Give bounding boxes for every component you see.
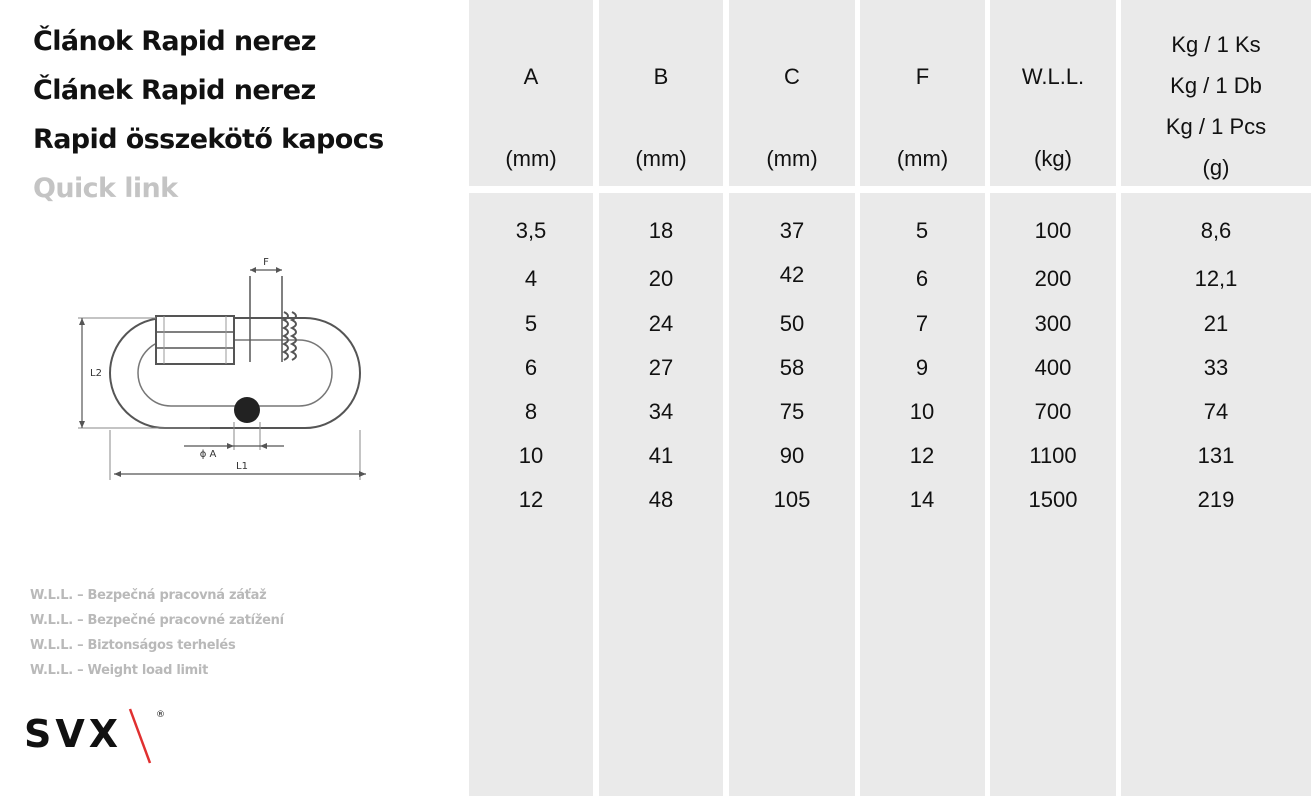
table-cell-r0-c1: 18	[648, 218, 674, 243]
header-divider	[469, 186, 1311, 193]
title-english: Quick link	[33, 173, 178, 204]
unit-c: (mm)	[766, 146, 818, 171]
table-cell-r2-c0: 5	[524, 311, 538, 336]
label-l2: L2	[90, 368, 102, 379]
table-cell-r5-c5: 131	[1197, 443, 1235, 468]
header-b: B	[653, 64, 669, 89]
table-cell-r6-c0: 12	[518, 487, 544, 512]
unit-wll: (kg)	[1034, 146, 1072, 171]
table-cell-r6-c5: 219	[1197, 487, 1235, 512]
note-en: W.L.L. – Weight load limit	[30, 663, 208, 678]
table-cell-r2-c3: 7	[915, 311, 929, 336]
table-cell-r4-c2: 75	[779, 399, 805, 424]
title-czech: Článek Rapid nerez	[33, 75, 316, 106]
note-hu: W.L.L. – Biztonságos terhelés	[30, 638, 236, 653]
table-cell-r6-c3: 14	[909, 487, 935, 512]
wll-notes	[30, 583, 284, 683]
header-c: C	[784, 64, 800, 89]
table-cell-r3-c0: 6	[524, 355, 538, 380]
table-cell-r4-c5: 74	[1203, 399, 1229, 424]
table-cell-r3-c4: 400	[1034, 355, 1072, 380]
table-cell-r4-c3: 10	[909, 399, 935, 424]
unit-a: (mm)	[505, 146, 557, 171]
table-cell-r0-c4: 100	[1034, 218, 1072, 243]
table-cell-r3-c2: 58	[779, 355, 805, 380]
table-cell-r2-c5: 21	[1203, 311, 1229, 336]
header-weight-pcs: Kg / 1 Pcs	[1165, 114, 1267, 139]
table-cell-r5-c4: 1100	[1029, 443, 1077, 468]
table-cell-r0-c0: 3,5	[515, 218, 547, 243]
label-l1: L1	[236, 461, 248, 472]
note-cz: W.L.L. – Bezpečné pracovné zatížení	[30, 613, 284, 628]
column-weight	[1121, 0, 1311, 796]
table-cell-r2-c2: 50	[779, 311, 805, 336]
unit-f: (mm)	[896, 146, 949, 171]
table-cell-r2-c1: 24	[648, 311, 674, 336]
label-f: F	[263, 257, 269, 268]
table-cell-r1-c3: 6	[915, 266, 929, 291]
table-cell-r4-c4: 700	[1034, 399, 1072, 424]
table-cell-r1-c2: 42	[779, 262, 805, 287]
header-f: F	[915, 64, 930, 89]
table-cell-r1-c0: 4	[524, 266, 538, 291]
svx-logo	[22, 703, 172, 765]
title-hungarian: Rapid összekötő kapocs	[33, 124, 384, 155]
table-cell-r4-c0: 8	[524, 399, 538, 424]
column-b	[599, 0, 723, 796]
table-cell-r4-c1: 34	[648, 399, 674, 424]
title-slovak: Článok Rapid nerez	[33, 26, 316, 57]
unit-b: (mm)	[635, 146, 687, 171]
column-a	[469, 0, 593, 796]
table-cell-r1-c1: 20	[648, 266, 674, 291]
table-cell-r3-c1: 27	[648, 355, 674, 380]
table-cell-r3-c5: 33	[1203, 355, 1229, 380]
header-weight-db: Kg / 1 Db	[1170, 73, 1262, 98]
column-wll	[990, 0, 1116, 796]
left-panel	[0, 0, 468, 796]
table-cell-r1-c5: 12,1	[1194, 266, 1238, 291]
table-cell-r0-c5: 8,6	[1200, 218, 1232, 243]
logo-accent-slash	[130, 709, 150, 763]
table-cell-r5-c2: 90	[779, 443, 805, 468]
note-sk: W.L.L. – Bezpečná pracovná záťaž	[30, 588, 267, 603]
table-cell-r3-c3: 9	[915, 355, 929, 380]
table-cell-r1-c4: 200	[1034, 266, 1072, 291]
logo-registered-mark: ®	[156, 710, 165, 720]
column-c	[729, 0, 855, 796]
header-weight-ks: Kg / 1 Ks	[1171, 32, 1261, 57]
quick-link-technical-drawing	[60, 250, 380, 490]
table-cell-r6-c1: 48	[648, 487, 674, 512]
column-f	[860, 0, 985, 796]
table-cell-r0-c3: 5	[915, 218, 929, 243]
label-a: ϕ A	[199, 449, 217, 460]
table-cell-r5-c3: 12	[909, 443, 935, 468]
table-cell-r6-c4: 1500	[1028, 487, 1078, 512]
logo-text: SVX	[24, 712, 123, 756]
header-weight	[1121, 24, 1311, 188]
header-a: A	[523, 64, 539, 89]
table-cell-r6-c2: 105	[773, 487, 811, 512]
table-cell-r0-c2: 37	[779, 218, 805, 243]
header-wll: W.L.L.	[1021, 64, 1085, 89]
table-cell-r5-c0: 10	[518, 443, 544, 468]
unit-weight: (g)	[1202, 155, 1230, 180]
table-cell-r2-c4: 300	[1034, 311, 1072, 336]
table-cell-r5-c1: 41	[648, 443, 674, 468]
